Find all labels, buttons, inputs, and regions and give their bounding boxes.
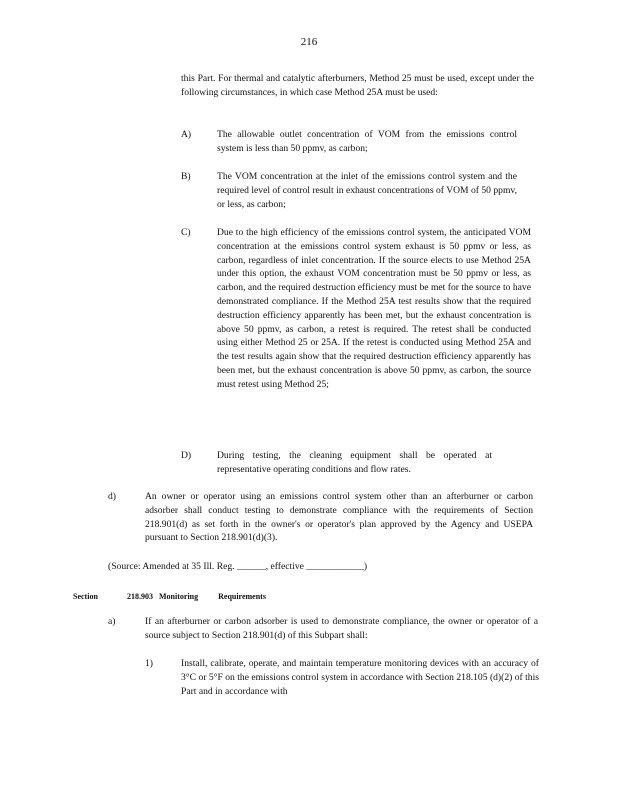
paragraph-d-text: An owner or operator using an emissions control system other than an afterburner or carbon adsorber shall conduct testing to demonstrate compliance with the requirements of Section 218.901(d) as set forth in the owner's or operator's plan approved by the Agency and USEPA pursuant to Section 218.901(d)(3). <box>145 491 533 544</box>
item-d-text: During testing, the cleaning equipment shall be operated at representative operating conditions and flow rates. <box>217 450 492 475</box>
section-word: Section <box>73 592 98 601</box>
section-number: 218.903 <box>127 592 153 601</box>
paragraph-a-text: If an afterburner or carbon adsorber is used to demonstrate compliance, the owner or operator of a source subject to Section 218.901(d) of this Subpart shall: <box>145 616 538 641</box>
item-c-label: C) <box>181 227 191 238</box>
source-note: (Source: Amended at 35 Ill. Reg. ______, effective ____________) <box>108 561 368 572</box>
item-b-text: The VOM concentration at the inlet of the emissions control system and the required level of control result in exhaust concentrations of VOM of 50 ppmv, or less, as carbon; <box>217 171 517 210</box>
paragraph-d-label: d) <box>108 491 116 502</box>
item-b-label: B) <box>181 171 191 182</box>
page-number: 216 <box>300 36 318 48</box>
section-title: Monitoring Requirements <box>159 592 266 601</box>
item-c-text: Due to the high efficiency of the emissions control system, the anticipated VOM concentration at the emissions control system exhaust is 50 ppmv or less, as carbon, regardless of inlet concentration. If the source elects to use Method 25A under this option, the exhaust VOM concentration must be 50 ppmv or less, as carbon, and the required destruction efficiency must be met for the source to have demonstrated compliance. If the Method 25A test results show that the required destruction efficiency apparently has been met, but the exhaust concentration is above 50 ppmv, as carbon, a retest is required. The retest shall be conducted using either Method 25 or 25A. If the retest is conducted using Method 25A and the test results again show that the required destruction efficiency apparently has been met, but the exhaust concentration is above 50 ppmv, as carbon, the source must retest using Method 25; <box>217 227 531 390</box>
paragraph-a-label: a) <box>108 616 116 627</box>
item-a-label: A) <box>181 129 192 140</box>
intro-paragraph: this Part. For thermal and catalytic afterburners, Method 25 must be used, except under the following circumstances, in which case Method 25A must be used: <box>181 73 534 98</box>
paragraph-1-label: 1) <box>145 658 153 669</box>
paragraph-1-text: Install, calibrate, operate, and maintain temperature monitoring devices with an accuracy of 3°C or 5°F on the emissions control system in accordance with Section 218.105 (d)(2) of this Part and in accordance with <box>181 658 539 697</box>
item-d-label: D) <box>181 450 192 461</box>
item-a-text: The allowable outlet concentration of VOM from the emissions control system is less than 50 ppmv, as carbon; <box>217 129 517 154</box>
